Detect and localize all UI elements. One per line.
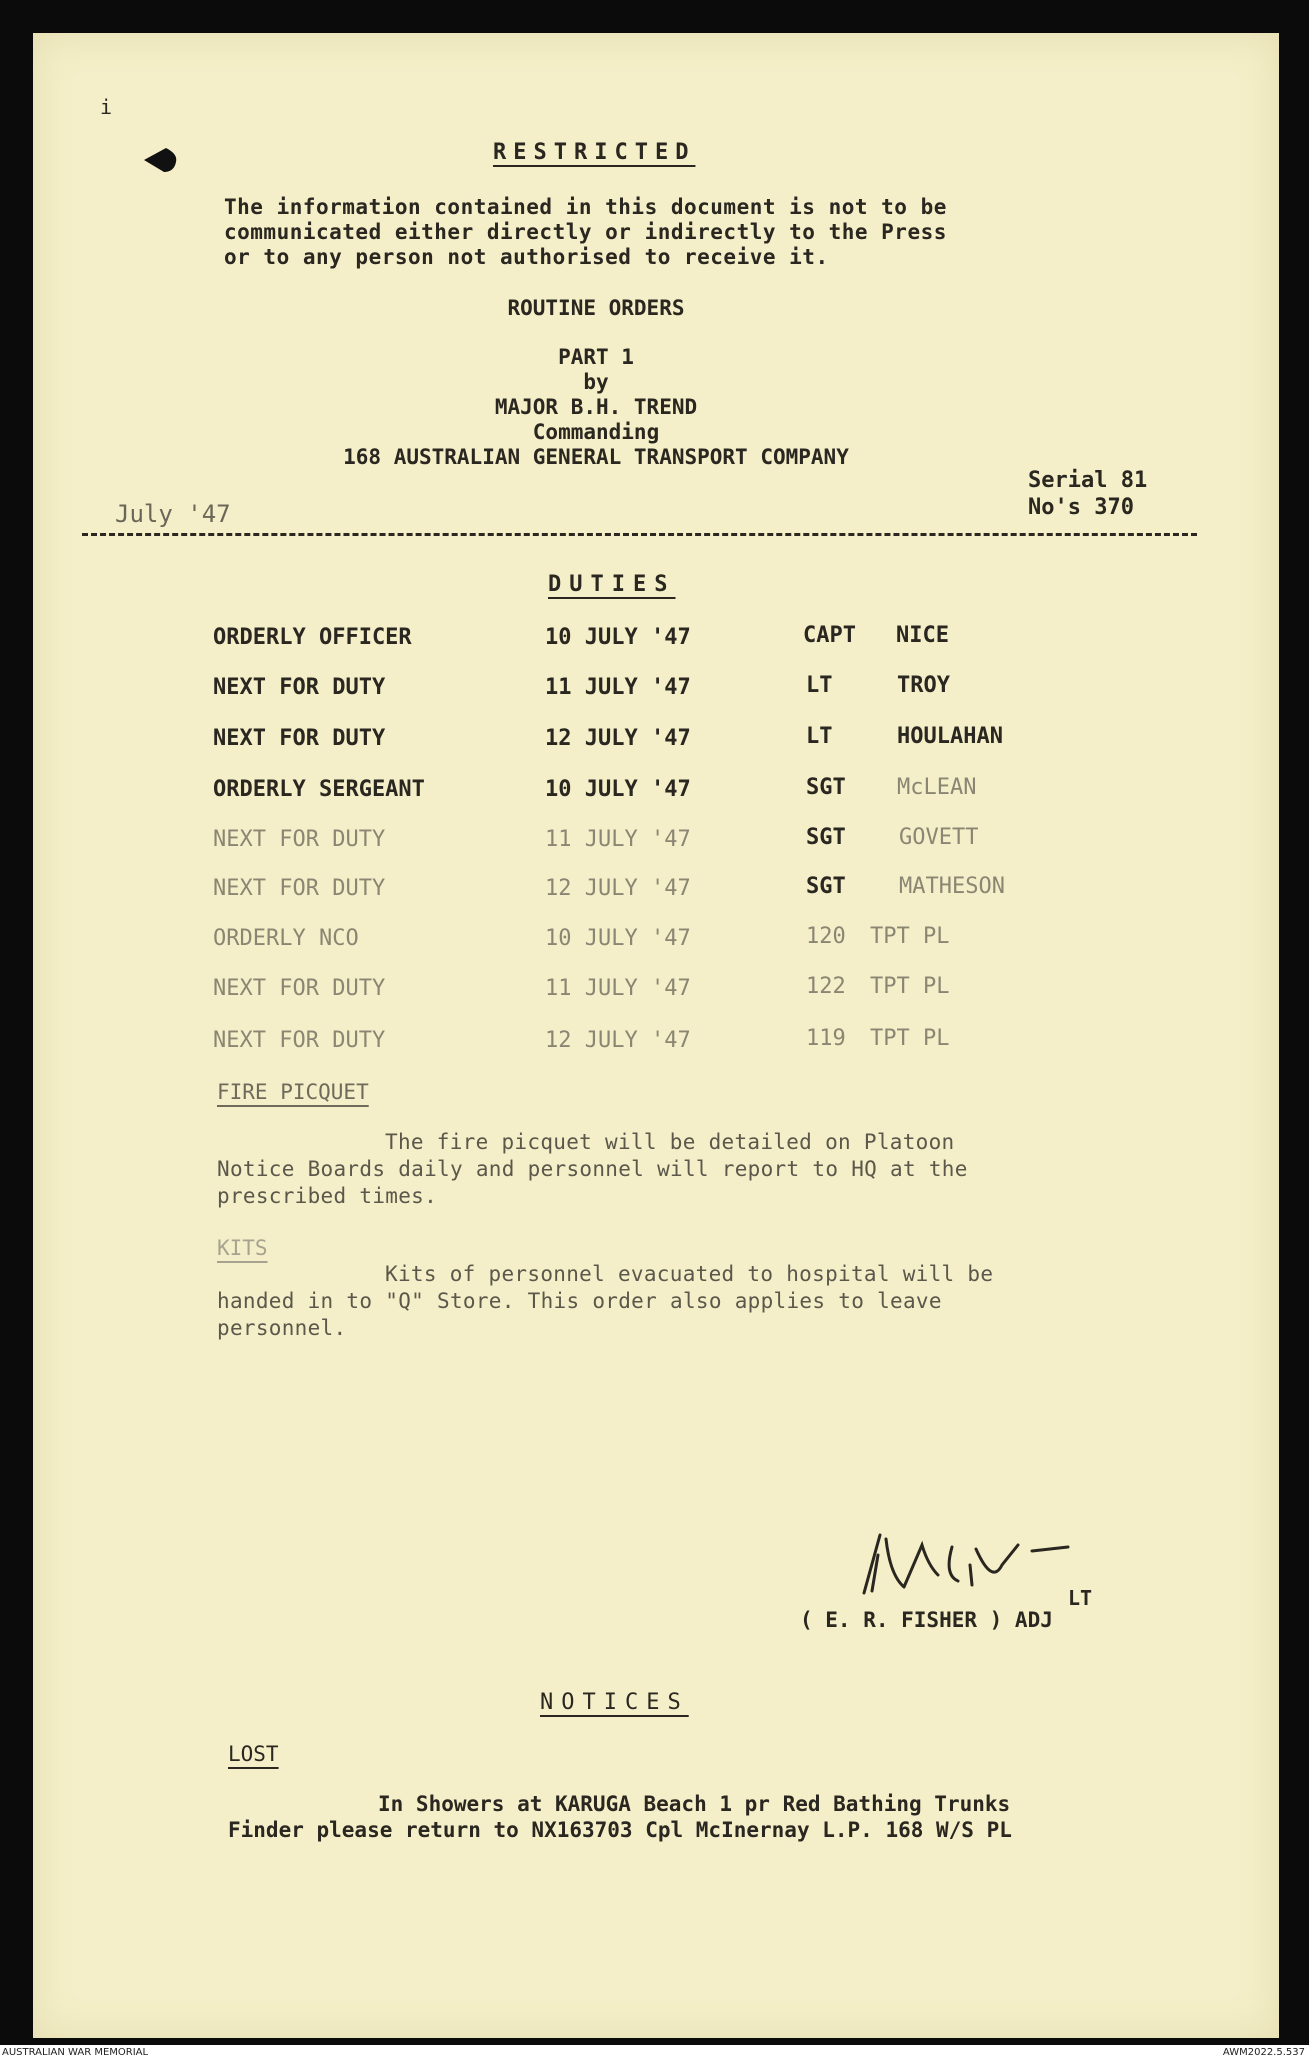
footer-catalog-id: AWM2022.5.537 bbox=[1222, 2047, 1305, 2058]
by-label: by bbox=[583, 370, 609, 394]
duty-name: TPT PL bbox=[870, 974, 950, 999]
fire-picquet-line: The fire picquet will be detailed on Platoon bbox=[385, 1130, 955, 1154]
routine-orders-title: ROUTINE ORDERS bbox=[507, 296, 685, 320]
duty-role: ORDERLY SERGEANT bbox=[213, 777, 425, 802]
duty-role: NEXT FOR DUTY bbox=[213, 726, 386, 751]
duty-rank: 120 bbox=[806, 924, 846, 949]
duty-name: TPT PL bbox=[870, 924, 950, 949]
duty-rank: SGT bbox=[806, 775, 846, 800]
duty-date: 12 JULY '47 bbox=[545, 876, 691, 901]
fire-picquet-line: Notice Boards daily and personnel will report to HQ at the bbox=[217, 1157, 968, 1181]
lost-heading: LOST bbox=[228, 1742, 279, 1766]
signatory-name: ( E. R. FISHER ) ADJ bbox=[800, 1608, 1053, 1632]
restricted-heading: RESTRICTED bbox=[493, 140, 696, 165]
duty-name: NICE bbox=[896, 623, 949, 648]
kits-line: personnel. bbox=[217, 1316, 347, 1340]
duty-date: 10 JULY '47 bbox=[545, 625, 691, 650]
duty-date: 12 JULY '47 bbox=[545, 726, 691, 751]
order-date: July '47 bbox=[115, 500, 231, 528]
duties-title: DUTIES bbox=[548, 572, 676, 597]
signatory-rank: LT bbox=[1068, 1586, 1093, 1610]
serial-number: Serial 81 bbox=[1028, 468, 1148, 493]
duty-date: 10 JULY '47 bbox=[545, 777, 691, 802]
duty-rank: CAPT bbox=[803, 623, 856, 648]
notices-title: NOTICES bbox=[540, 1690, 689, 1715]
duty-date: 11 JULY '47 bbox=[545, 675, 691, 700]
duty-rank: LT bbox=[806, 724, 833, 749]
duty-date: 11 JULY '47 bbox=[545, 976, 691, 1001]
duty-role: ORDERLY OFFICER bbox=[213, 625, 412, 650]
notice-line: or to any person not authorised to receive it. bbox=[224, 245, 829, 269]
order-numbers: No's 370 bbox=[1028, 495, 1134, 520]
lost-notice-line: Finder please return to NX163703 Cpl McInernay L.P. 168 W/S PL bbox=[228, 1818, 1012, 1842]
handwritten-signature bbox=[842, 1525, 1102, 1605]
unit-name: 168 AUSTRALIAN GENERAL TRANSPORT COMPANY bbox=[343, 445, 849, 469]
duty-date: 10 JULY '47 bbox=[545, 926, 691, 951]
duty-rank: 119 bbox=[806, 1026, 846, 1051]
footer-institution: AUSTRALIAN WAR MEMORIAL bbox=[2, 2047, 149, 2058]
notice-line: communicated either directly or indirectly to the Press bbox=[224, 220, 947, 244]
duty-name: HOULAHAN bbox=[897, 724, 1003, 749]
kits-line: handed in to "Q" Store. This order also applies to leave bbox=[217, 1289, 942, 1313]
duty-role: NEXT FOR DUTY bbox=[213, 1028, 386, 1053]
duty-role: NEXT FOR DUTY bbox=[213, 976, 386, 1001]
kits-line: Kits of personnel evacuated to hospital will be bbox=[385, 1262, 994, 1286]
duty-name: TROY bbox=[897, 673, 950, 698]
duty-date: 11 JULY '47 bbox=[545, 827, 691, 852]
duty-name: TPT PL bbox=[870, 1026, 950, 1051]
notice-line: The information contained in this document is not to be bbox=[224, 195, 947, 219]
duty-role: NEXT FOR DUTY bbox=[213, 827, 386, 852]
duty-rank: SGT bbox=[806, 874, 846, 899]
page-mark: i bbox=[100, 95, 113, 119]
duty-date: 12 JULY '47 bbox=[545, 1028, 691, 1053]
duty-role: ORDERLY NCO bbox=[213, 926, 359, 951]
duty-rank: SGT bbox=[806, 825, 846, 850]
duty-name: GOVETT bbox=[899, 825, 979, 850]
lost-notice-line: In Showers at KARUGA Beach 1 pr Red Bathing Trunks bbox=[378, 1792, 1011, 1816]
duty-name: McLEAN bbox=[897, 775, 977, 800]
duty-name: MATHESON bbox=[899, 874, 1005, 899]
duty-rank: 122 bbox=[806, 974, 846, 999]
part-label: PART 1 bbox=[558, 345, 634, 369]
fire-picquet-heading: FIRE PICQUET bbox=[217, 1080, 369, 1104]
duty-role: NEXT FOR DUTY bbox=[213, 675, 386, 700]
duty-role: NEXT FOR DUTY bbox=[213, 876, 386, 901]
commander-name: MAJOR B.H. TREND bbox=[494, 395, 698, 419]
punch-hole-icon bbox=[142, 146, 180, 174]
fire-picquet-line: prescribed times. bbox=[217, 1184, 438, 1208]
commanding-label: Commanding bbox=[532, 420, 660, 444]
duty-rank: LT bbox=[806, 673, 833, 698]
divider bbox=[82, 533, 1197, 536]
kits-heading: KITS bbox=[217, 1236, 268, 1260]
